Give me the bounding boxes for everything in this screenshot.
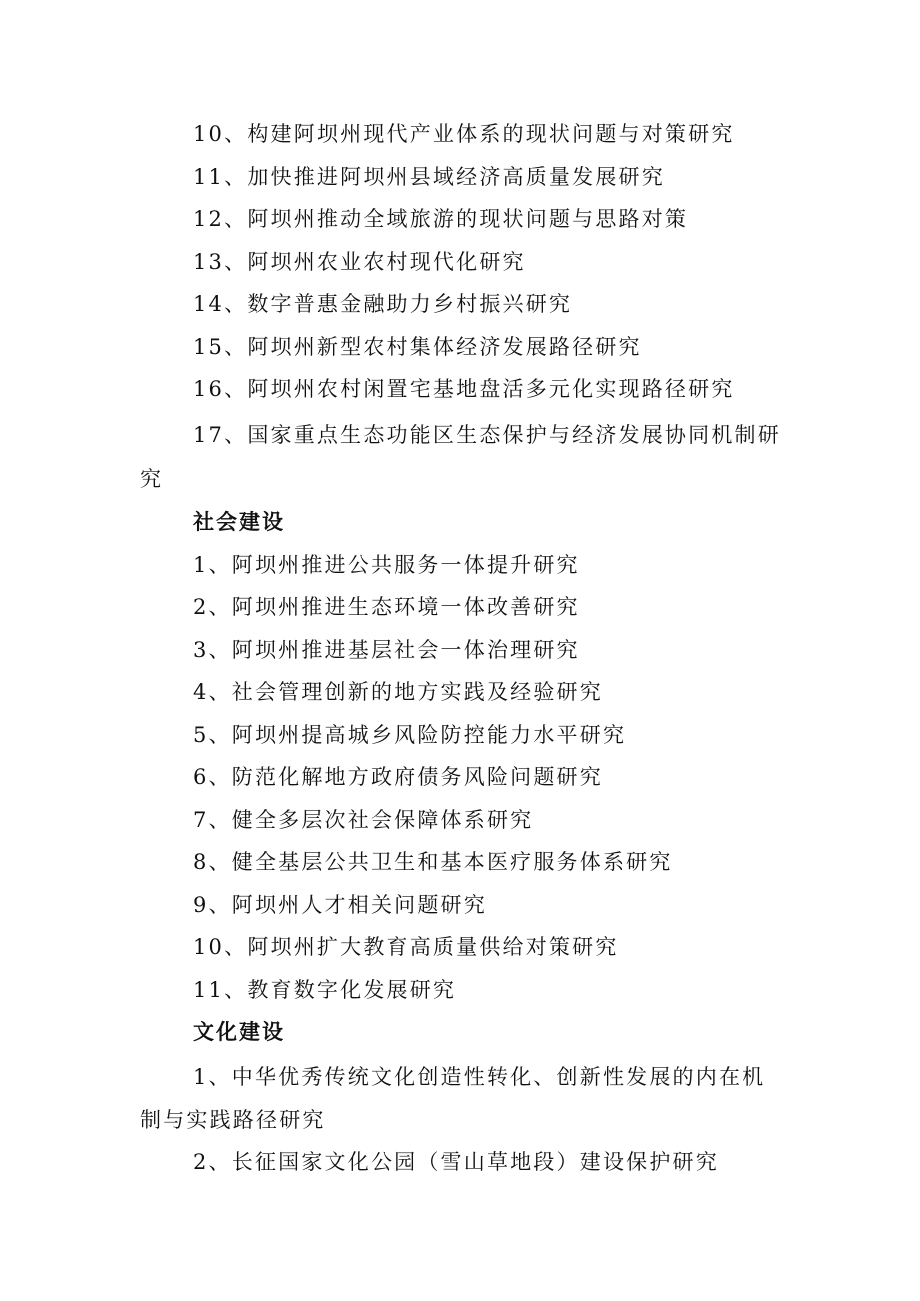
culture-item-1-line1: 1、中华优秀传统文化创造性转化、创新性发展的内在机 — [193, 1065, 766, 1089]
culture-heading: 文化建设 — [193, 1019, 285, 1044]
social-item-8: 8、健全基层公共卫生和基本医疗服务体系研究 — [193, 850, 673, 874]
social-item-4: 4、社会管理创新的地方实践及经验研究 — [193, 680, 603, 704]
social-item-1: 1、阿坝州推进公共服务一体提升研究 — [193, 553, 580, 577]
economic-item-13: 13、阿坝州农业农村现代化研究 — [193, 250, 526, 274]
economic-item-17-line1: 17、国家重点生态功能区生态保护与经济发展协同机制研 — [193, 423, 781, 447]
social-item-9: 9、阿坝州人才相关问题研究 — [193, 893, 487, 917]
social-item-6: 6、防范化解地方政府债务风险问题研究 — [193, 765, 603, 789]
economic-item-16: 16、阿坝州农村闲置宅基地盘活多元化实现路径研究 — [193, 377, 735, 401]
social-heading: 社会建设 — [193, 509, 285, 534]
economic-item-12: 12、阿坝州推动全域旅游的现状问题与思路对策 — [193, 207, 689, 231]
culture-item-2: 2、长征国家文化公园（雪山草地段）建设保护研究 — [193, 1150, 719, 1174]
social-item-7: 7、健全多层次社会保障体系研究 — [193, 808, 534, 832]
economic-item-14: 14、数字普惠金融助力乡村振兴研究 — [193, 292, 573, 316]
economic-item-11: 11、加快推进阿坝州县域经济高质量发展研究 — [193, 165, 665, 189]
social-item-11: 11、教育数字化发展研究 — [193, 978, 457, 1002]
social-item-2: 2、阿坝州推进生态环境一体改善研究 — [193, 595, 580, 619]
economic-item-17-line2: 究 — [140, 467, 164, 491]
economic-item-10: 10、构建阿坝州现代产业体系的现状问题与对策研究 — [193, 122, 735, 146]
culture-item-1-line2: 制与实践路径研究 — [140, 1108, 326, 1132]
social-item-5: 5、阿坝州提高城乡风险防控能力水平研究 — [193, 723, 627, 747]
economic-item-15: 15、阿坝州新型农村集体经济发展路径研究 — [193, 335, 642, 359]
social-item-10: 10、阿坝州扩大教育高质量供给对策研究 — [193, 935, 619, 959]
social-item-3: 3、阿坝州推进基层社会一体治理研究 — [193, 638, 580, 662]
